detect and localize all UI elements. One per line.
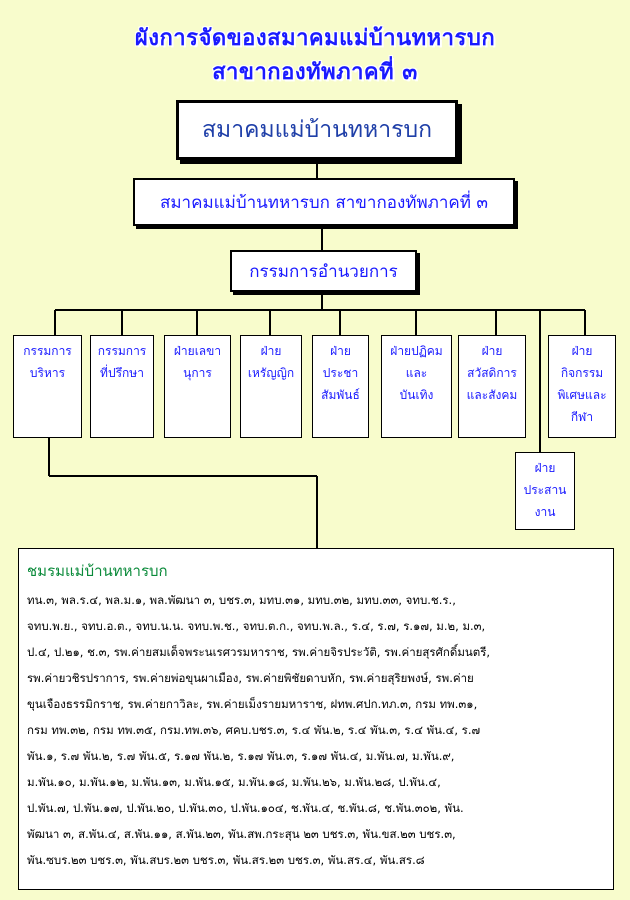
- dept-line: บริหาร: [29, 366, 66, 380]
- dept-line: ที่ปรึกษา: [100, 366, 144, 380]
- dept-box-special-activities: [548, 335, 616, 438]
- dept-line: งาน: [534, 505, 556, 519]
- chart-title-line-2: สาขากองทัพภาคที่ ๓: [212, 60, 418, 85]
- dept-box-reception: [381, 335, 452, 438]
- main-association-box: สมาคมแม่บ้านทหารบก: [176, 100, 458, 160]
- club-text-line: พัน.ซบร.๒๓ บชร.๓, พัน.สบร.๒๓ บชร.๓, พัน.สร.๒๓ บชร.๓, พัน.สร.๔, พัน.สร.๘: [27, 853, 425, 867]
- club-text-line: ขุนเจืองธรรมิกราช, รพ.ค่ายกาวิละ, รพ.ค่ายเม็งรายมหาราช, ฝทพ.ศปก.ทภ.๓, กรม ทพ.๓๑,: [27, 697, 478, 711]
- club-text-line: ป.๔, ป.๒๑, ช.๓, รพ.ค่ายสมเด็จพระนเรศวรมหาราช, รพ.ค่ายจิรประวัติ, รพ.ค่ายสุรศักดิ์มนตรี,: [27, 645, 491, 659]
- club-title: ชมรมแม่บ้านทหารบก: [27, 562, 168, 580]
- club-member-list: [27, 587, 605, 873]
- dept-line: กรรมการ: [97, 344, 147, 358]
- dept-box-coordination: [515, 452, 575, 530]
- dept-line: ฝ่าย: [534, 461, 556, 475]
- club-text-line: ทน.๓, พล.ร.๔, พล.ม.๑, พล.พัฒนา ๓, บชร.๓, มทบ.๓๑, มทบ.๓๒, มทบ.๓๓, จทบ.ช.ร.,: [27, 593, 456, 607]
- club-text-line: พัน.๑, ร.๗ พัน.๒, ร.๗ พัน.๕, ร.๑๗ พัน.๒, ร.๑๗ พัน.๓, ร.๑๗ พัน.๔, ม.พัน.๗, ม.พัน.๙,: [27, 749, 455, 763]
- dept-box-executive: [13, 335, 82, 438]
- dept-line: ฝ่าย: [571, 344, 593, 358]
- dept-line: กรรมการ: [23, 344, 72, 358]
- dept-line: ประชา: [322, 366, 359, 380]
- dept-box-secretary: [164, 335, 231, 438]
- dept-line: และสังคม: [466, 388, 518, 402]
- dept-line: กิจกรรม: [560, 366, 604, 380]
- dept-box-treasurer: [240, 335, 302, 438]
- club-text-line: ป.พัน.๗, ป.พัน.๑๗, ป.พัน.๒๐, ป.พัน.๓๐, ป.พัน.๑๐๔, ช.พัน.๔, ช.พัน.๘, ช.พัน.๓๐๒, พัน.: [27, 801, 464, 815]
- dept-box-welfare: [458, 335, 526, 438]
- club-text-line: กรม ทพ.๓๒, กรม ทพ.๓๕, กรม.ทพ.๓๖, ศคบ.บชร.๓, ร.๔ พัน.๒, ร.๔ พัน.๓, ร.๔ พัน.๔, ร.๗: [27, 723, 481, 737]
- dept-line: และ: [405, 366, 428, 380]
- dept-line: ฝ่าย: [481, 344, 503, 358]
- dept-line: นุการ: [183, 366, 212, 380]
- club-text-line: พัฒนา ๓, ส.พัน.๔, ส.พัน.๑๑, ส.พัน.๒๓, พัน.สพ.กระสุน ๒๓ บชร.๓, พัน.ขส.๒๓ บชร.๓,: [27, 827, 456, 841]
- dept-box-public-relations: [312, 335, 369, 438]
- dept-line: ฝ่ายปฏิคม: [390, 344, 443, 358]
- dept-line: ฝ่าย: [330, 344, 351, 358]
- dept-line: สัมพันธ์: [321, 388, 360, 402]
- executive-committee-box: กรรมการอำนวยการ: [230, 250, 417, 292]
- dept-line: ประสาน: [523, 483, 567, 497]
- dept-line: พิเศษและ: [557, 388, 607, 402]
- housewives-club-box: [18, 548, 614, 890]
- chart-title-line-1: ผังการจัดของสมาคมแม่บ้านทหารบก: [134, 26, 496, 51]
- dept-line: สวัสดิการ: [467, 366, 517, 380]
- dept-line: กีฬา: [570, 410, 594, 424]
- club-text-line: จทบ.พ.ย., จทบ.อ.ต., จทบ.น.น. จทบ.พ.ช., จทบ.ต.ก., จทบ.พ.ล., ร.๔, ร.๗, ร.๑๗, ม.๒, ม.๓,: [27, 619, 486, 633]
- dept-line: บันเทิง: [399, 388, 434, 402]
- dept-line: ฝ่าย: [260, 344, 282, 358]
- club-text-line: รพ.ค่ายวชิรปราการ, รพ.ค่ายพ่อขุนผาเมือง, รพ.ค่ายพิชัยดาบหัก, รพ.ค่ายสุริยพงษ์, รพ.ค่าย: [27, 671, 474, 685]
- dept-line: เหรัญญิก: [247, 366, 295, 380]
- branch-association-box: สมาคมแม่บ้านทหารบก สาขากองทัพภาคที่ ๓: [133, 178, 515, 226]
- dept-line: ฝ่ายเลขา: [173, 344, 222, 358]
- dept-box-advisory: [90, 335, 154, 438]
- club-text-line: ม.พัน.๑๐, ม.พัน.๑๒, ม.พัน.๑๓, ม.พัน.๑๕, ม.พัน.๑๘, ม.พัน.๒๖, ม.พัน.๒๘, ป.พัน.๔,: [27, 775, 441, 789]
